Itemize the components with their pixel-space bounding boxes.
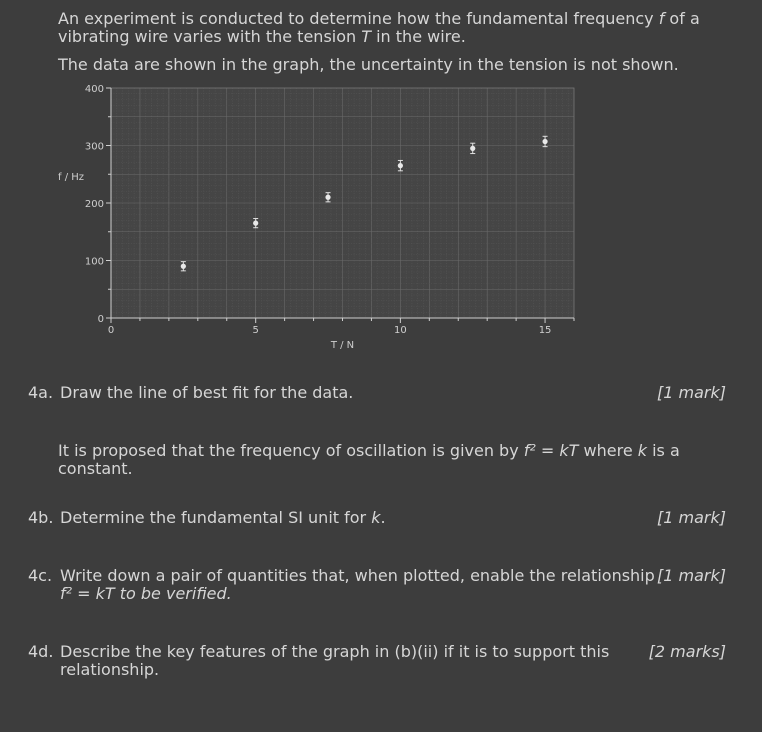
q4c-marks: [1 mark]: [657, 566, 726, 585]
data-point: [181, 264, 186, 269]
question-4c: [28, 567, 728, 607]
data-point: [325, 195, 330, 200]
q4d-marks: [2 marks]: [648, 642, 726, 661]
x-tick-label: 15: [538, 325, 552, 336]
data-point: [253, 221, 258, 226]
var-T: T: [361, 27, 372, 46]
y-tick-label: 200: [84, 199, 104, 210]
q4c-number: 4c.: [28, 566, 53, 585]
intro-paragraph-2: The data are shown in the graph, the uncertainty in the tension is not shown.: [58, 55, 679, 74]
data-point: [470, 146, 475, 151]
q4a-number: 4a.: [28, 383, 54, 402]
x-tick-label: 0: [107, 325, 115, 336]
y-tick-label: 0: [97, 314, 104, 325]
y-axis-label: f / Hz: [58, 172, 85, 183]
x-tick-label: 10: [394, 325, 407, 336]
equation: f² = kT: [523, 441, 579, 460]
y-tick-label: 100: [84, 256, 104, 268]
q4a-marks: [1 mark]: [657, 383, 726, 402]
var-f: f: [658, 9, 665, 28]
question-intro: [58, 10, 718, 84]
chart-svg: [54, 80, 579, 355]
q4b-marks: [1 mark]: [657, 508, 726, 527]
question-4d: [28, 643, 728, 683]
proposal-paragraph: It is proposed that the frequency of oscillation is given by f² = kT where k is a constant.: [58, 441, 680, 478]
q4c-text: Write down a pair of quantities that, when plotted, enable the relationship f² = kT to be verified.: [60, 566, 655, 603]
y-tick-label: 300: [84, 141, 104, 153]
frequency-tension-graph: [54, 80, 579, 355]
q4b-text: Determine the fundamental SI unit for k.: [60, 508, 386, 527]
q4b-number: 4b.: [28, 508, 54, 527]
q4a-text: Draw the line of best fit for the data.: [60, 383, 354, 402]
x-axis-label: T / N: [330, 340, 355, 351]
data-point: [398, 163, 403, 168]
y-tick-label: 400: [84, 84, 104, 95]
intro-paragraph-1: An experiment is conducted to determine how the fundamental frequency f of a vibrating wire varies with the tension T in the wire.: [58, 9, 700, 46]
data-point: [542, 139, 547, 144]
q4d-text: Describe the key features of the graph in (b)(ii) if it is to support this relationship.: [60, 642, 610, 679]
q4d-number: 4d.: [28, 642, 54, 661]
x-tick-label: 5: [252, 325, 259, 336]
